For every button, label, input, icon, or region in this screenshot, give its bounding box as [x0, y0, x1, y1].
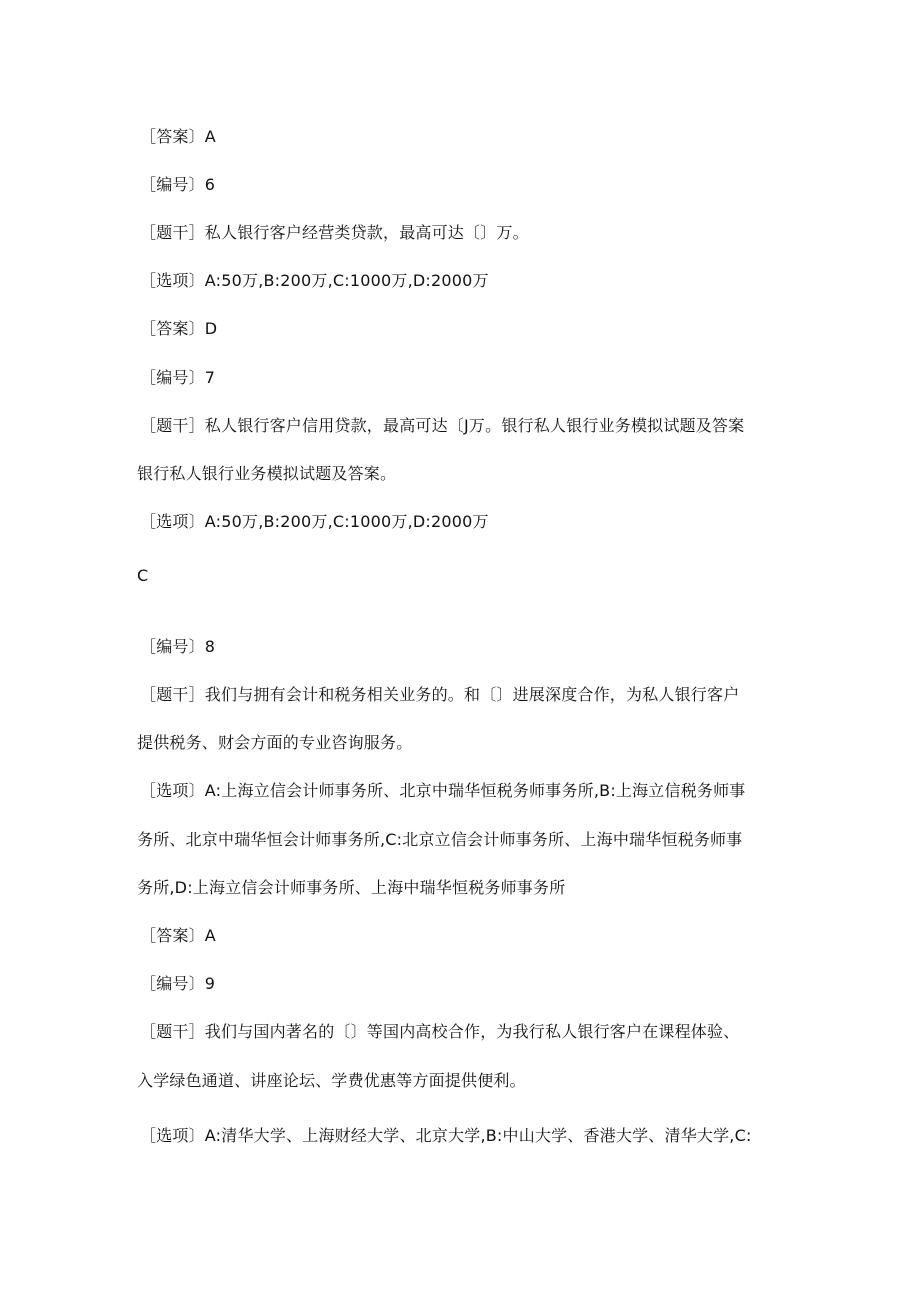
question-stem-9: ［题干］我们与国内著名的〔〕等国内高校合作，为我行私人银行客户在课程体验、	[140, 1022, 740, 1041]
options-line-8-continued-2: 务所,D:上海立信会计师事务所、上海中瑞华恒税务师事务所	[137, 878, 566, 897]
question-stem-9-continued: 入学绿色通道、讲座论坛、学费优惠等方面提供便利。	[137, 1071, 526, 1090]
question-stem-7-continued: 银行私人银行业务模拟试题及答案。	[137, 464, 397, 483]
number-line-8: ［编号〕8	[140, 637, 216, 656]
number-line-9: ［编号〕9	[140, 974, 216, 993]
number-line-6: ［编号〕6	[140, 175, 216, 194]
question-stem-8: ［题干］我们与拥有会计和税务相关业务的。和〔〕进展深度合作，为私人银行客户	[140, 685, 740, 704]
answer-line-7: C	[137, 566, 149, 585]
options-line-7: ［选项〕A:50万,B:200万,C:1000万,D:2000万	[140, 512, 489, 531]
options-line-8-continued-1: 务所、北京中瑞华恒会计师事务所,C:北京立信会计师事务所、上海中瑞华恒税务师事	[137, 830, 743, 849]
options-line-8: ［选项〕A:上海立信会计师事务所、北京中瑞华恒税务师事务所,B:上海立信税务师事	[140, 781, 746, 800]
answer-line-1: ［答案〕A	[140, 127, 216, 146]
question-stem-8-continued: 提供税务、财会方面的专业咨询服务。	[137, 733, 413, 752]
question-stem-6: ［题干］私人银行客户经营类贷款，最高可达〔〕万。	[140, 223, 529, 242]
options-line-6: ［选项〕A:50万,B:200万,C:1000万,D:2000万	[140, 271, 489, 290]
answer-line-6: ［答案〕D	[140, 319, 218, 338]
question-stem-7: ［题干］私人银行客户信用贷款，最高可达〔J万。银行私人银行业务模拟试题及答案	[140, 416, 745, 435]
answer-line-8: ［答案〕A	[140, 926, 216, 945]
options-line-9: ［选项〕A:清华大学、上海财经大学、北京大学,B:中山大学、香港大学、清华大学,C:	[140, 1126, 752, 1145]
number-line-7: ［编号〕7	[140, 368, 216, 387]
